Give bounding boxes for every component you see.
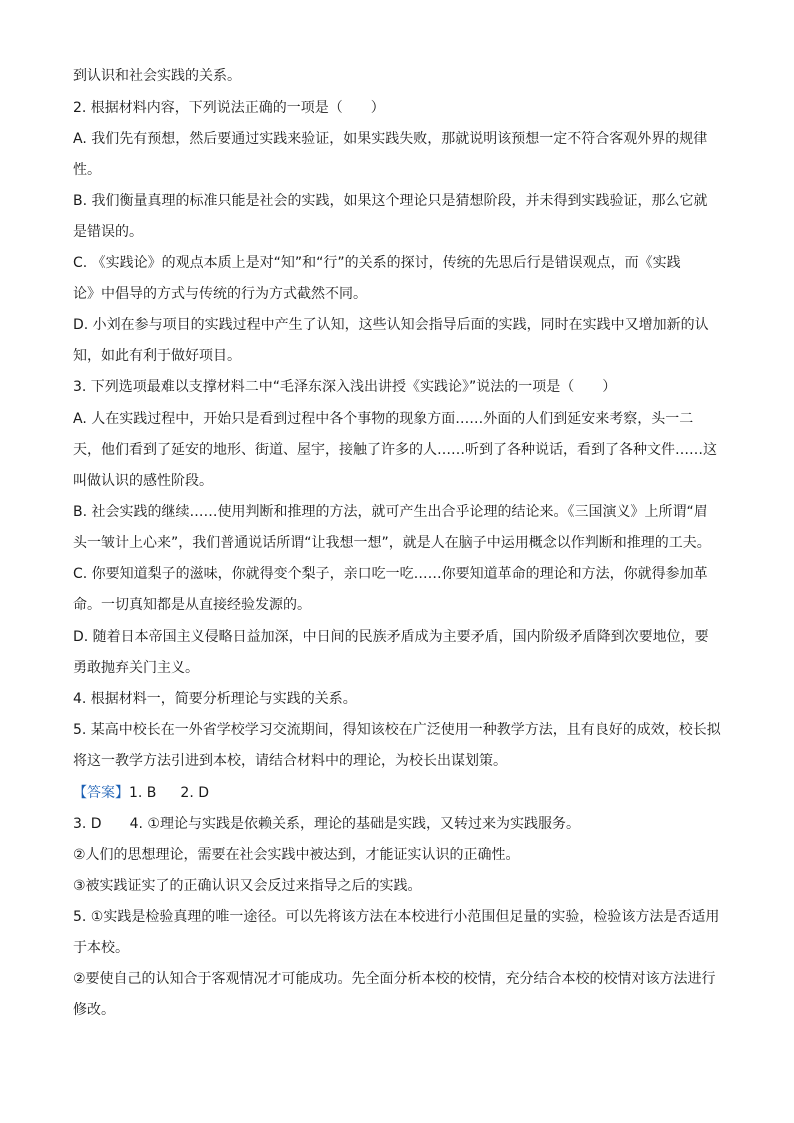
- text-line: 性。: [73, 162, 101, 178]
- question-5: 5. 某高中校长在一外省学校学习交流期间，得知该校在广泛使用一种教学方法，且有良好的成效，校长拟: [73, 722, 721, 738]
- option-3b: B. 社会实践的继续……使用判断和推理的方法，就可产生出合乎论理的结论来。《三国演义》上所谓“眉: [73, 504, 708, 520]
- answer-line: 3. D 4. ①理论与实践是依赖关系，理论的基础是实践，又转过来为实践服务。: [73, 816, 580, 832]
- question-3: 3. 下列选项最难以支撑材料二中“毛泽东深入浅出讲授《实践论》”说法的一项是（ ）: [73, 379, 617, 395]
- text-line: 知，如此有利于做好项目。: [73, 348, 241, 364]
- text-line: 将这一教学方法引进到本校，请结合材料中的理论，为校长出谋划策。: [73, 753, 507, 769]
- option-3c: C. 你要知道梨子的滋味，你就得变个梨子，亲口吃一吃……你要知道革命的理论和方法，你就得参加革: [73, 566, 708, 582]
- question-2: 2. 根据材料内容，下列说法正确的一项是（ ）: [73, 100, 385, 116]
- option-2c: C. 《实践论》的观点本质上是对“知”和“行”的关系的探讨，传统的先思后行是错误观点，而《实践: [73, 255, 681, 271]
- text-line: 勇敢抛弃关门主义。: [73, 660, 199, 676]
- text-line: 叫做认识的感性阶段。: [73, 473, 213, 489]
- answer-line: 修改。: [73, 1002, 115, 1018]
- text-line: 命。一切真知都是从直接经验发源的。: [73, 597, 311, 613]
- text-line: 论》中倡导的方式与传统的行为方式截然不同。: [73, 286, 367, 302]
- text-line: 到认识和社会实践的关系。: [73, 68, 241, 84]
- answer-line: ②要使自己的认知合于客观情况才可能成功。先全面分析本校的校情，充分结合本校的校情对该方法进行: [73, 971, 716, 987]
- answer-line: ③被实践证实了的正确认识又会反过来指导之后的实践。: [73, 878, 422, 894]
- answer-tag: 【答案】: [73, 785, 129, 801]
- text-line: 头一皱计上心来”，我们普通说话所谓“让我想一想”，就是人在脑子中运用概念以作判断和推理的工夫。: [73, 535, 711, 551]
- text-line: 是错误的。: [73, 224, 143, 240]
- answer-q2: 2. D: [180, 785, 210, 801]
- answer-header: [73, 783, 723, 803]
- answer-q1: 1. B: [129, 785, 157, 801]
- option-2a: A. 我们先有预想，然后要通过实践来验证，如果实践失败，那就说明该预想一定不符合客观外界的规律: [73, 131, 708, 147]
- answer-line: 5. ①实践是检验真理的唯一途径。可以先将该方法在本校进行小范围但足量的实验，检验该方法是否适用: [73, 909, 720, 925]
- option-2d: D. 小刘在参与项目的实践过程中产生了认知，这些认知会指导后面的实践，同时在实践中又增加新的认: [73, 317, 709, 333]
- answer-line: ②人们的思想理论，需要在社会实践中被达到，才能证实认识的正确性。: [73, 847, 520, 863]
- option-2b: B. 我们衡量真理的标准只能是社会的实践，如果这个理论只是猜想阶段，并未得到实践验证，那么它就: [73, 193, 708, 209]
- option-3d: D. 随着日本帝国主义侵略日益加深，中日间的民族矛盾成为主要矛盾，国内阶级矛盾降到次要地位，要: [73, 629, 709, 645]
- option-3a: A. 人在实践过程中，开始只是看到过程中各个事物的现象方面……外面的人们到延安来考察，头一二: [73, 411, 694, 427]
- question-4: 4. 根据材料一，简要分析理论与实践的关系。: [73, 691, 357, 707]
- text-line: 天，他们看到了延安的地形、街道、屋宇，接触了许多的人……听到了各种说话，看到了各种文件……这: [73, 442, 717, 458]
- answer-line: 于本校。: [73, 940, 129, 956]
